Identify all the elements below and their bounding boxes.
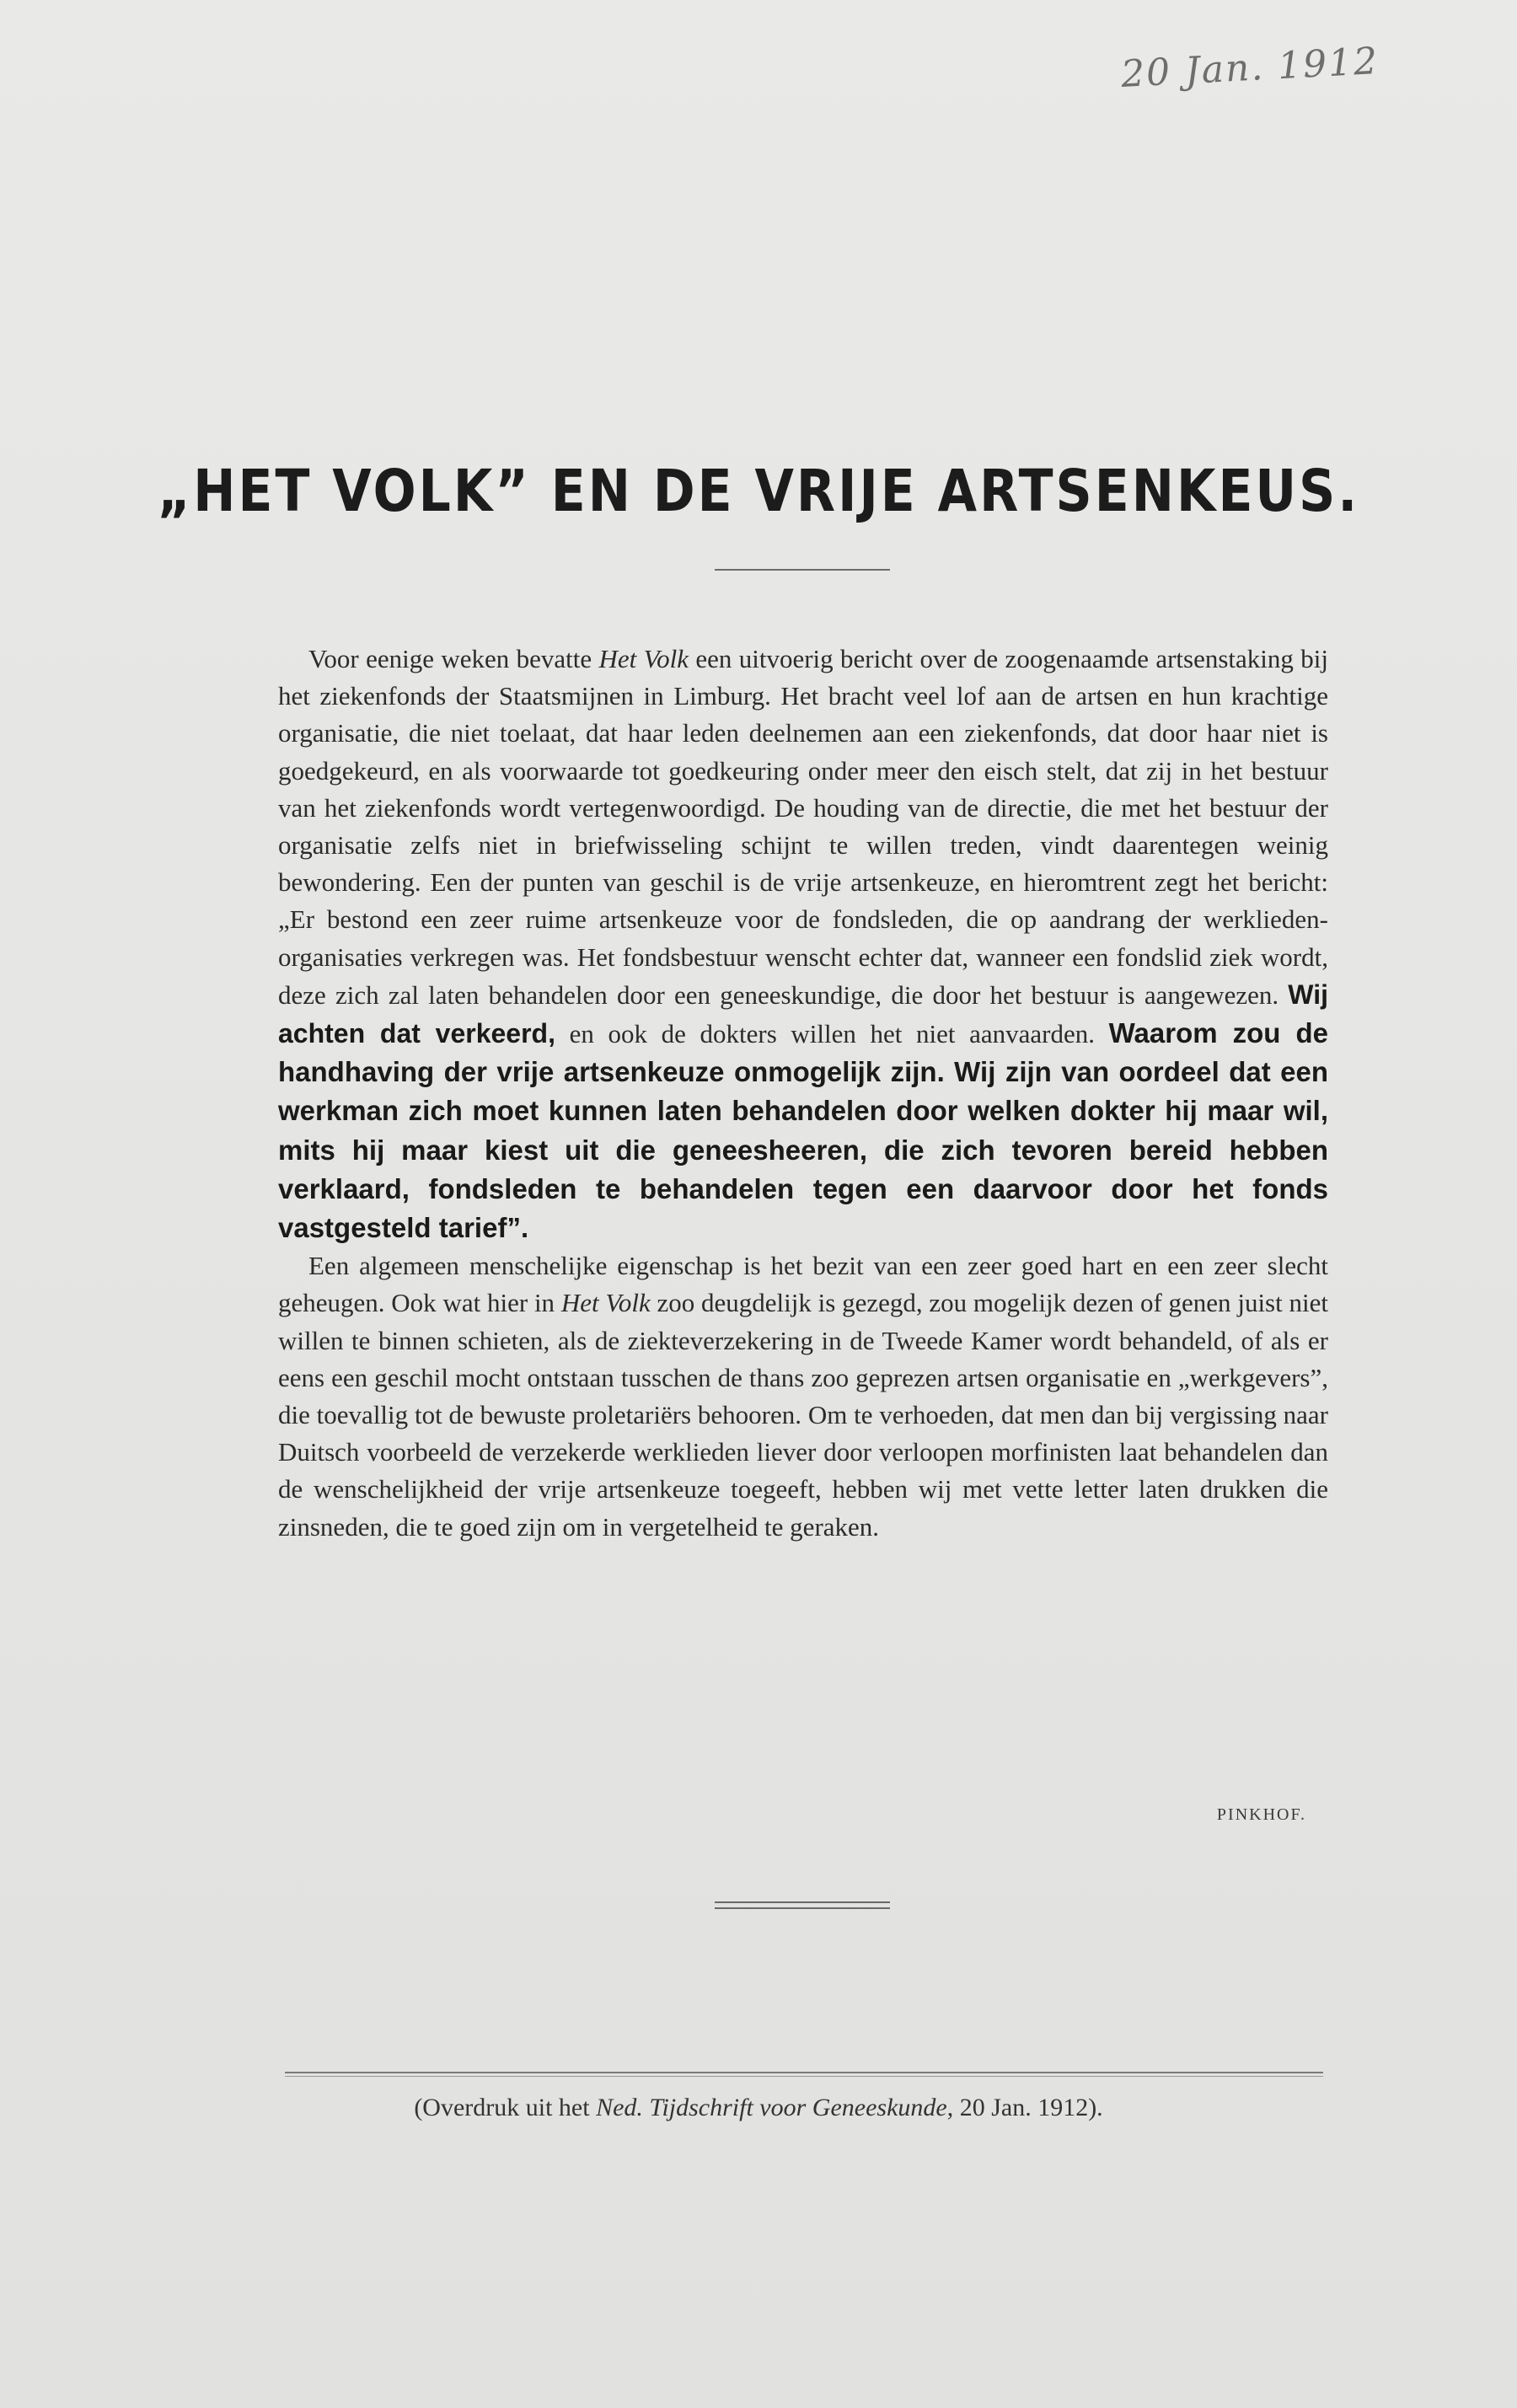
bold-quote-1: Wij achten dat verkeerd, <box>278 979 1328 1049</box>
paragraph-2-text-a: Een algemeen menschelijke eigenschap is het bezit van een zeer goed hart en een zeer slecht geheugen. Ook wat hier in <box>278 1251 1328 1318</box>
paragraph-2-text-b: zoo deugdelijk is gezegd, zou mogelijk dezen of genen juist niet willen te binnen schieten, als de ziekteverzekering in de Tweede Kamer wordt behandeld, of als er eens een geschil mocht ontstaan tusschen de thans zoo geprezen artsen organisatie en „werkgevers”, die toevallig tot de bewuste proletariërs behooren. Om te verhoeden, dat men dan bij vergissing naar Duitsch voorbeeld de verzekerde werklieden liever door verloopen morfinisten laat behandelen dan de wenschelijkheid der vrije artsenkeuze toegeeft, hebben wij met vette letter laten drukken die zinsneden, die te goed zijn om in vergetelheid te geraken. <box>278 1288 1328 1542</box>
article-body <box>278 641 1328 1546</box>
paragraph-1 <box>278 641 1328 1247</box>
handwritten-date: 20 Jan. 1912 <box>1119 40 1380 96</box>
reprint-note-before: (Overdruk uit het <box>414 2094 597 2121</box>
paragraph-2-italic-het-volk: Het Volk <box>560 1288 651 1318</box>
title-divider <box>715 569 890 571</box>
reprint-note-after: , 20 Jan. 1912). <box>946 2094 1103 2121</box>
reprint-note-journal: Ned. Tijdschrift voor Geneeskunde <box>596 2094 947 2121</box>
paragraph-1-italic-het-volk: Het Volk <box>598 644 689 673</box>
paragraph-2 <box>278 1247 1328 1546</box>
paragraph-1-text-c: en ook de dokters willen het niet aanvaarden. <box>555 1019 1109 1049</box>
author-signature: PINKHOF. <box>1216 1805 1306 1824</box>
reprint-note <box>0 2094 1517 2122</box>
article-title: „HET VOLK” EN DE VRIJE ARTSENKEUS. <box>157 457 1360 526</box>
paragraph-1-text-b: een uitvoerig bericht over de zoogenaamde artsenstaking bij het ziekenfonds der Staatsmijnen in Limburg. Het bracht veel lof aan de artsen en hun krachtige organisatie, die niet toelaat, dat haar leden deelnemen aan een ziekenfonds, dat door haar niet is goedgekeurd, en als voorwaarde tot goedkeuring onder meer den eisch stelt, dat zij in het bestuur van het ziekenfonds wordt vertegenwoordigd. De houding van de directie, die met het bestuur der organisatie zelfs niet in briefwisseling schijnt te willen treden, vindt daarentegen weinig bewondering. Een der punten van geschil is de vrije artsenkeuze, en hieromtrent zegt het bericht: „Er bestond een zeer ruime artsenkeuze voor de fondsleden, die op aandrang der werklieden-organisaties verkregen was. Het fondsbestuur wenscht echter dat, wanneer een fondslid ziek wordt, deze zich zal laten behandelen door een geneeskundige, die door het bestuur is aangewezen. <box>278 644 1328 1010</box>
double-divider <box>715 1901 890 1909</box>
footer-rule <box>285 2072 1323 2077</box>
paragraph-1-text-a: Voor eenige weken bevatte <box>308 644 599 673</box>
bold-quote-2: Waarom zou de handhaving der vrije artsenkeuze onmogelijk zijn. Wij zijn van oordeel dat een werkman zich moet kunnen laten behandelen door welken dokter hij maar wil, mits hij maar kiest uit die geneesheeren, die zich tevoren bereid hebben verklaard, fondsleden te behandelen tegen een daarvoor door het fonds vastgesteld tarief”. <box>278 1017 1328 1244</box>
